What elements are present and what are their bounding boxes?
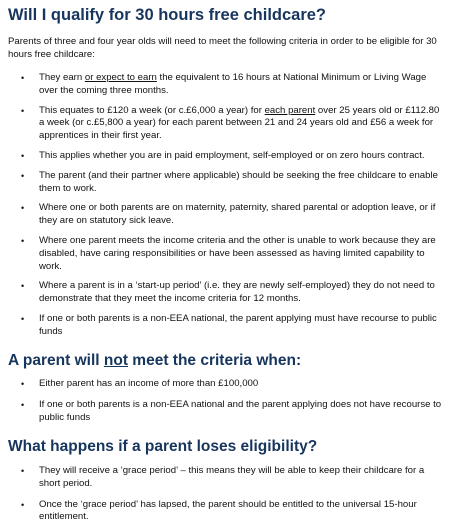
underlined-text: each parent (264, 104, 316, 116)
list-item (0, 105, 453, 143)
list-item (0, 72, 453, 98)
list-item-text: This equates to £120 a week (or c.£6,000 a year) for each parent over 25 years old or £112.80 a week (or c.£5,800 a year) for each parent between 21 and 24 years old and £56 a week for apprentices in their first year. (39, 104, 440, 142)
list-item-text: Once the ‘grace period’ has lapsed, the parent should be entitled to the universal 15-hour entitlement. (39, 498, 417, 523)
list-item-text: If one or both parents is a non-EEA national and the parent applying does not have recourse to public funds (39, 398, 442, 423)
heading-qualify: Will I qualify for 30 hours free childcare? (8, 6, 327, 24)
list-item (0, 378, 453, 391)
criteria-list (0, 72, 453, 339)
list-item-text: Where one or both parents are on maternity, paternity, shared parental or adoption leave, or if they are on statutory sick leave. (39, 202, 436, 227)
bullet-icon: • (21, 281, 25, 292)
bullet-icon: • (21, 150, 25, 161)
list-item-text: If one or both parents is a non-EEA national, the parent applying must have recourse to public funds (39, 312, 437, 337)
list-item (0, 280, 453, 306)
bullet-icon: • (21, 399, 25, 410)
bullet-icon: • (21, 203, 25, 214)
list-item (0, 465, 453, 491)
heading-not-meet: A parent will not meet the criteria when: (8, 352, 302, 369)
list-item (0, 170, 453, 196)
bullet-icon: • (21, 499, 25, 510)
underlined-text: or expect to earn (84, 72, 157, 83)
list-item-text: The parent (and their partner where applicable) should be seeking the free childcare to enable them to work. (39, 169, 438, 194)
list-item-text: Where one parent meets the income criteria and the other is unable to work because they are disabled, have caring responsibilities or have been assessed as having limited capability to work. (39, 234, 436, 272)
list-item-text: This applies whether you are in paid employment, self-employed or on zero hours contract. (39, 149, 425, 161)
list-item (0, 399, 453, 425)
bullet-icon: • (21, 313, 25, 324)
heading-eligibility: What happens if a parent loses eligibility? (8, 438, 318, 455)
bullet-icon: • (21, 235, 25, 246)
list-item-text: They earn or expect to earn the equivalent to 16 hours at National Minimum or Living Wage over the coming three months. (39, 72, 427, 96)
list-item (0, 235, 453, 273)
list-item (0, 150, 453, 163)
underlined-text: not (103, 352, 128, 369)
bullet-icon: • (21, 466, 25, 476)
list-item-text: They will receive a ‘grace period’ – this means they will be able to keep their childcare for a short period. (39, 465, 425, 489)
bullet-icon: • (21, 105, 25, 116)
list-item-text: Either parent has an income of more than £100,000 (39, 378, 259, 389)
list-item (0, 313, 453, 339)
eligibility-list (0, 465, 453, 524)
bullet-icon: • (21, 73, 25, 83)
bullet-icon: • (21, 170, 25, 181)
not-meet-list (0, 378, 453, 424)
list-item (0, 499, 453, 525)
intro-paragraph: Parents of three and four year olds will need to meet the following criteria in order to be eligible for 30 hours free childcare: (8, 36, 437, 60)
list-item-text: Where a parent is in a ‘start-up period’ (i.e. they are newly self-employed) they do not need to demonstrate that they meet the income criteria for 12 months. (39, 280, 435, 305)
bullet-icon: • (21, 379, 25, 389)
list-item (0, 202, 453, 228)
